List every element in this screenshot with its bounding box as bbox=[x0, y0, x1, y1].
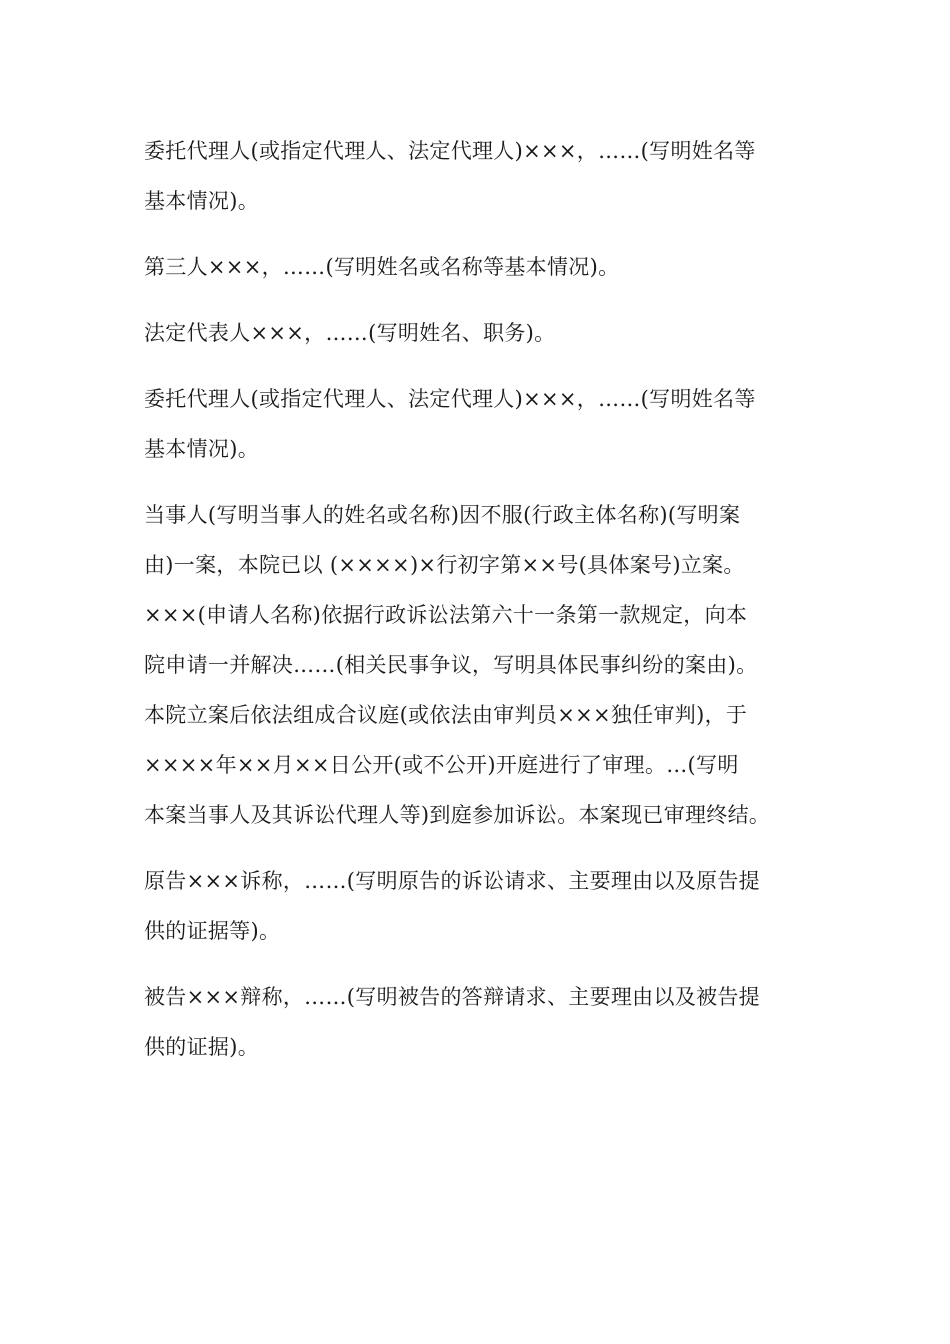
text-line: 本案当事人及其诉讼代理人等)到庭参加诉讼。本案现已审理终结。 bbox=[144, 803, 771, 827]
text-line: 由)一案，本院已以 (××××)×行初字第××号(具体案号)立案。 bbox=[144, 553, 745, 577]
text-line: 委托代理人(或指定代理人、法定代理人)×××，……(写明姓名等 bbox=[144, 387, 756, 411]
paragraph-case-background bbox=[144, 490, 816, 840]
text-line: 供的证据等)。 bbox=[144, 919, 281, 943]
text-line: 委托代理人(或指定代理人、法定代理人)×××，……(写明姓名等 bbox=[144, 139, 756, 163]
text-line: ×××(申请人名称)依据行政诉讼法第六十一条第一款规定，向本 bbox=[144, 603, 748, 627]
text-line: 基本情况)。 bbox=[144, 189, 259, 213]
paragraph-agent-2 bbox=[144, 374, 816, 474]
text-line: 院申请一并解决……(相关民事争议，写明具体民事纠纷的案由)。 bbox=[144, 653, 758, 677]
text-line: 第三人×××，……(写明姓名或名称等基本情况)。 bbox=[144, 255, 620, 279]
paragraph-agent-1 bbox=[144, 126, 816, 226]
paragraph-third-party bbox=[144, 242, 816, 292]
paragraph-plaintiff-claims bbox=[144, 856, 816, 956]
text-line: 被告×××辩称，……(写明被告的答辩请求、主要理由以及被告提 bbox=[144, 985, 760, 1009]
text-line: 法定代表人×××，……(写明姓名、职务)。 bbox=[144, 321, 556, 345]
paragraph-defendant-defense bbox=[144, 972, 816, 1072]
text-line: ××××年××月××日公开(或不公开)开庭进行了审理。…(写明 bbox=[144, 753, 739, 777]
text-line: 供的证据)。 bbox=[144, 1035, 259, 1059]
text-line: 基本情况)。 bbox=[144, 437, 259, 461]
text-line: 当事人(写明当事人的姓名或名称)因不服(行政主体名称)(写明案 bbox=[144, 503, 741, 527]
text-line: 原告×××诉称，……(写明原告的诉讼请求、主要理由以及原告提 bbox=[144, 869, 760, 893]
text-line: 本院立案后依法组成合议庭(或依法由审判员×××独任审判)，于 bbox=[144, 703, 748, 727]
paragraph-legal-representative bbox=[144, 308, 816, 358]
document-body bbox=[144, 126, 816, 1088]
